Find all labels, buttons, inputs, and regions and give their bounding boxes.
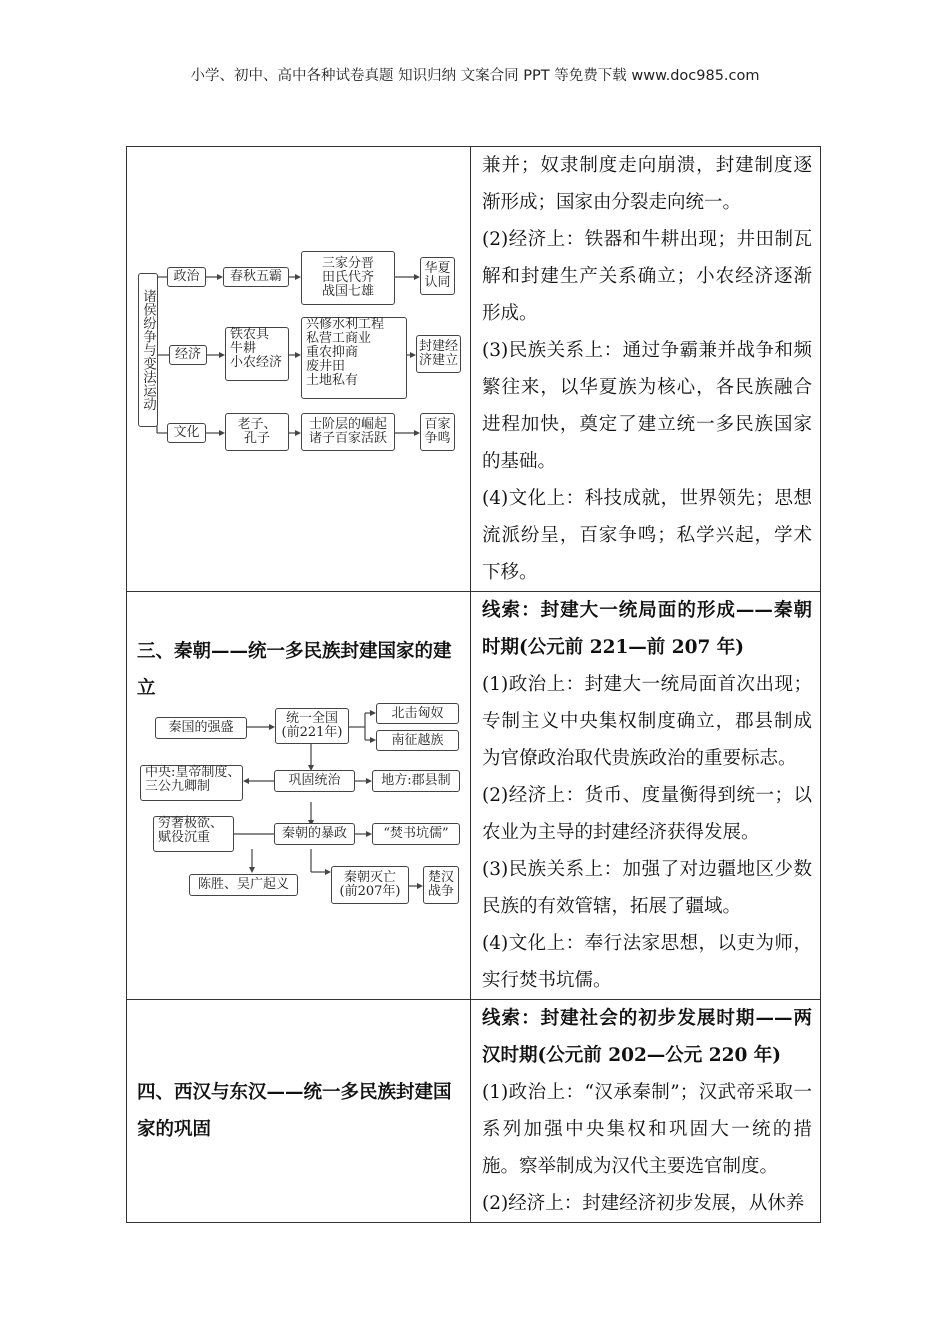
laozi-node: 老子、 孔子: [225, 413, 289, 451]
paragraph: (4)文化上：奉行法家思想，以吏为师，实行焚书坑儒。: [482, 933, 812, 991]
irrigation-node: 兴修水利工程 私营工商业 重农抑商 废井田 土地私有: [301, 317, 407, 399]
row1-right-cell: [471, 147, 821, 592]
consolidate-node: 巩固统治: [274, 770, 355, 792]
warring-states-diagram: [127, 147, 471, 585]
feudal-economy-node: 封建经 济建立: [416, 335, 461, 373]
hundred-schools-node: 百家 争鸣: [420, 413, 455, 451]
row3-title: 四、西汉与东汉——统一多民族封建国家的巩固: [137, 1082, 452, 1140]
scholars-node: 士阶层的崛起 诸子百家活跃: [301, 413, 395, 451]
table-row: [127, 592, 821, 1000]
extravagance-node: 穷奢极欲、 赋役沉重: [153, 816, 234, 852]
unification-node: 统一全国 (前221年): [275, 708, 349, 744]
page-header: 小学、初中、高中各种试卷真题 知识归纳 文案合同 PPT 等免费下载 www.doc985.com: [190, 68, 760, 84]
tyranny-node: 秦朝的暴政: [274, 823, 355, 845]
spring-autumn-node: 春秋五霸: [223, 267, 289, 287]
yue-node: 南征越族: [376, 730, 459, 751]
chu-han-node: 楚汉 战争: [423, 866, 459, 904]
book-burning-node: “焚书坑儒”: [372, 823, 460, 845]
central-system-node: 中央:皇帝制度、 三公九卿制: [140, 765, 243, 801]
qin-diagram: [127, 702, 471, 932]
table-row: [127, 1000, 821, 1223]
row2-title: 三、秦朝——统一多民族封建国家的建立: [137, 641, 452, 699]
paragraph: (4)文化上：科技成就，世界领先；思想流派纷呈，百家争鸣；私学兴起，学术下移。: [482, 488, 812, 583]
paragraph: (1)政治上：“汉承秦制”；汉武帝采取一系列加强中央集权和巩固大一统的措施。察举制成为汉代主要选官制度。: [482, 1082, 812, 1177]
paragraph: (2)经济上：货币、度量衡得到统一；以农业为主导的封建经济获得发展。: [482, 785, 812, 843]
row2-left-cell: [127, 592, 471, 1000]
paragraph: (1)政治上：封建大一统局面首次出现；专制主义中央集权制度确立，郡县制成为官僚政治取代贵族政治的重要标志。: [482, 674, 812, 769]
paragraph: (2)经济上：铁器和牛耕出现；井田制瓦解和封建生产关系确立；小农经济逐渐形成。: [482, 229, 812, 324]
qin-rise-node: 秦国的强盛: [155, 717, 247, 739]
paragraph: (2)经济上：封建经济初步发展，从休养: [482, 1193, 805, 1214]
huaxia-node: 华夏 认同: [420, 257, 455, 295]
three-jin-node: 三家分晋 田氏代齐 战国七雄: [301, 251, 395, 305]
row3-right-cell: [471, 1000, 821, 1223]
paragraph: (3)民族关系上：加强了对边疆地区少数民族的有效管辖，拓展了疆域。: [482, 859, 812, 917]
row2-text: [471, 592, 820, 999]
culture-node: 文化: [167, 423, 206, 443]
clue-line: 线索：封建大一统局面的形成——秦朝时期(公元前 221—前 207 年): [482, 600, 812, 658]
clue-line: 线索：封建社会的初步发展时期——两汉时期(公元前 202—公元 220 年): [482, 1008, 812, 1066]
row3-left-cell: [127, 1000, 471, 1223]
row1-text: [471, 147, 820, 591]
row3-text: [471, 1000, 820, 1222]
row1-left-cell: [127, 147, 471, 592]
xiongnu-node: 北击匈奴: [376, 703, 459, 724]
root-node: 诸侯纷争与变法运动: [138, 273, 158, 427]
table-row: [127, 147, 821, 592]
commandery-node: 地方:郡县制: [372, 770, 460, 792]
paragraph: (3)民族关系上：通过争霸兼并战争和频繁往来，以华夏族为核心，各民族融合进程加快，奠定了建立统一多民族国家的基础。: [482, 340, 812, 472]
politics-node: 政治: [167, 267, 206, 287]
row2-right-cell: [471, 592, 821, 1000]
economy-node: 经济: [169, 345, 207, 365]
content-table: [126, 146, 821, 1223]
qin-fall-node: 秦朝灭亡 (前207年): [331, 866, 409, 904]
iron-tools-node: 铁农具 牛耕 小农经济: [225, 327, 289, 381]
uprising-node: 陈胜、吴广起义: [189, 874, 298, 896]
paragraph: 兼并；奴隶制度走向崩溃，封建制度逐渐形成；国家由分裂走向统一。: [482, 155, 812, 213]
